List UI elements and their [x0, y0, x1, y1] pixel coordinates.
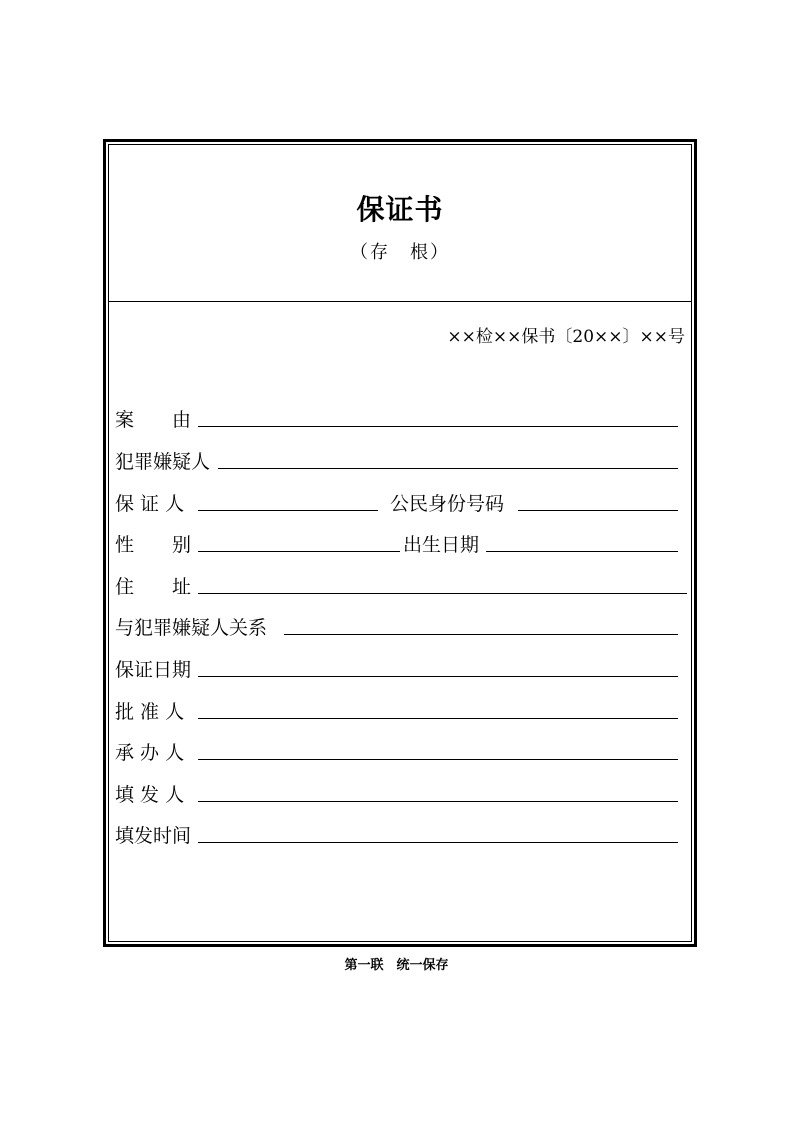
gender-line — [198, 551, 400, 552]
document-subtitle: （存 根） — [350, 242, 450, 263]
guarantee-date-line — [198, 676, 678, 677]
suspect-label: 犯罪嫌疑人 — [115, 451, 211, 473]
birth-date-line — [486, 551, 678, 552]
relation-line — [284, 634, 678, 635]
guarantor-label: 保 证 人 — [115, 493, 185, 515]
id-number-label: 公民身份号码 — [390, 493, 505, 515]
issue-time-label: 填发时间 — [115, 825, 192, 847]
page-footer: 第一联 统一保存 — [344, 958, 449, 973]
suspect-line — [218, 468, 678, 469]
issuer-label: 填 发 人 — [115, 784, 185, 806]
handler-line — [198, 759, 678, 760]
id-number-line — [518, 510, 678, 511]
approver-label: 批 准 人 — [115, 701, 185, 723]
case-reason-line — [198, 426, 678, 427]
guarantee-date-label: 保证日期 — [115, 659, 192, 681]
document-number: ××检××保书〔20××〕××号 — [447, 327, 685, 347]
issuer-line — [198, 801, 678, 802]
relation-label: 与犯罪嫌疑人关系 — [115, 617, 268, 639]
birth-date-label: 出生日期 — [403, 534, 480, 556]
case-reason-label: 案 由 — [115, 409, 192, 431]
guarantor-line — [198, 510, 378, 511]
address-label: 住 址 — [115, 576, 192, 598]
issue-time-line — [198, 842, 678, 843]
address-line — [198, 593, 687, 594]
handler-label: 承 办 人 — [115, 742, 185, 764]
approver-line — [198, 718, 678, 719]
header-divider — [108, 301, 692, 302]
gender-label: 性 别 — [115, 534, 192, 556]
document-title: 保证书 — [356, 193, 444, 226]
